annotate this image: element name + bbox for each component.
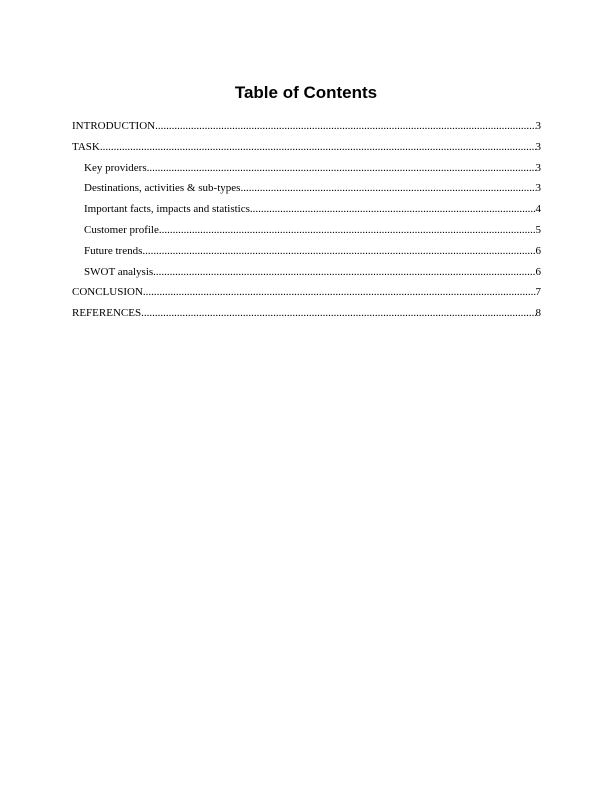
toc-entry-key-providers[interactable] (72, 158, 541, 179)
toc-entry-label: Destinations, activities & sub-types (84, 182, 241, 195)
toc-entry-label: TASK (72, 140, 100, 153)
toc-dot-leader (147, 158, 536, 179)
toc-entry-references[interactable] (72, 303, 541, 324)
toc-entry-page: 3 (535, 120, 541, 132)
toc-list (72, 116, 541, 324)
toc-entry-customer-profile[interactable] (72, 220, 541, 241)
toc-entry-page: 5 (535, 223, 541, 236)
toc-entry-page: 3 (535, 182, 541, 195)
toc-dot-leader (153, 262, 535, 283)
toc-dot-leader (240, 178, 535, 199)
toc-entry-destinations[interactable] (72, 178, 541, 199)
toc-entry-future-trends[interactable] (72, 241, 541, 262)
toc-title: Table of Contents (234, 83, 378, 102)
toc-entry-label: CONCLUSION (72, 286, 143, 299)
toc-dot-leader (141, 303, 535, 324)
toc-entry-label: Future trends (84, 244, 143, 257)
toc-entry-introduction[interactable] (72, 116, 541, 137)
toc-entry-page: 8 (535, 307, 541, 320)
toc-entry-swot-analysis[interactable] (72, 262, 541, 283)
toc-entry-label: Key providers (84, 161, 147, 174)
toc-dot-leader (100, 137, 536, 158)
toc-entry-label: REFERENCES (72, 307, 142, 320)
toc-entry-page: 6 (535, 265, 541, 278)
toc-entry-label: Important facts, impacts and statistics (84, 203, 250, 216)
toc-dot-leader (250, 199, 536, 220)
toc-entry-label: SWOT analysis (84, 265, 154, 278)
toc-entry-page: 6 (535, 244, 541, 257)
toc-dot-leader (155, 116, 535, 137)
toc-entry-label: Customer profile (84, 223, 159, 236)
toc-entry-page: 4 (535, 203, 541, 216)
toc-entry-page: 3 (535, 161, 541, 174)
toc-entry-page: 3 (535, 140, 541, 153)
toc-entry-page: 7 (535, 286, 541, 299)
toc-entry-label: INTRODUCTION (72, 120, 156, 132)
toc-entry-important-facts[interactable] (72, 199, 541, 220)
toc-entry-task[interactable] (72, 137, 541, 158)
toc-dot-leader (143, 282, 536, 303)
toc-dot-leader (142, 241, 535, 262)
toc-entry-conclusion[interactable] (72, 282, 541, 303)
toc-dot-leader (159, 220, 536, 241)
